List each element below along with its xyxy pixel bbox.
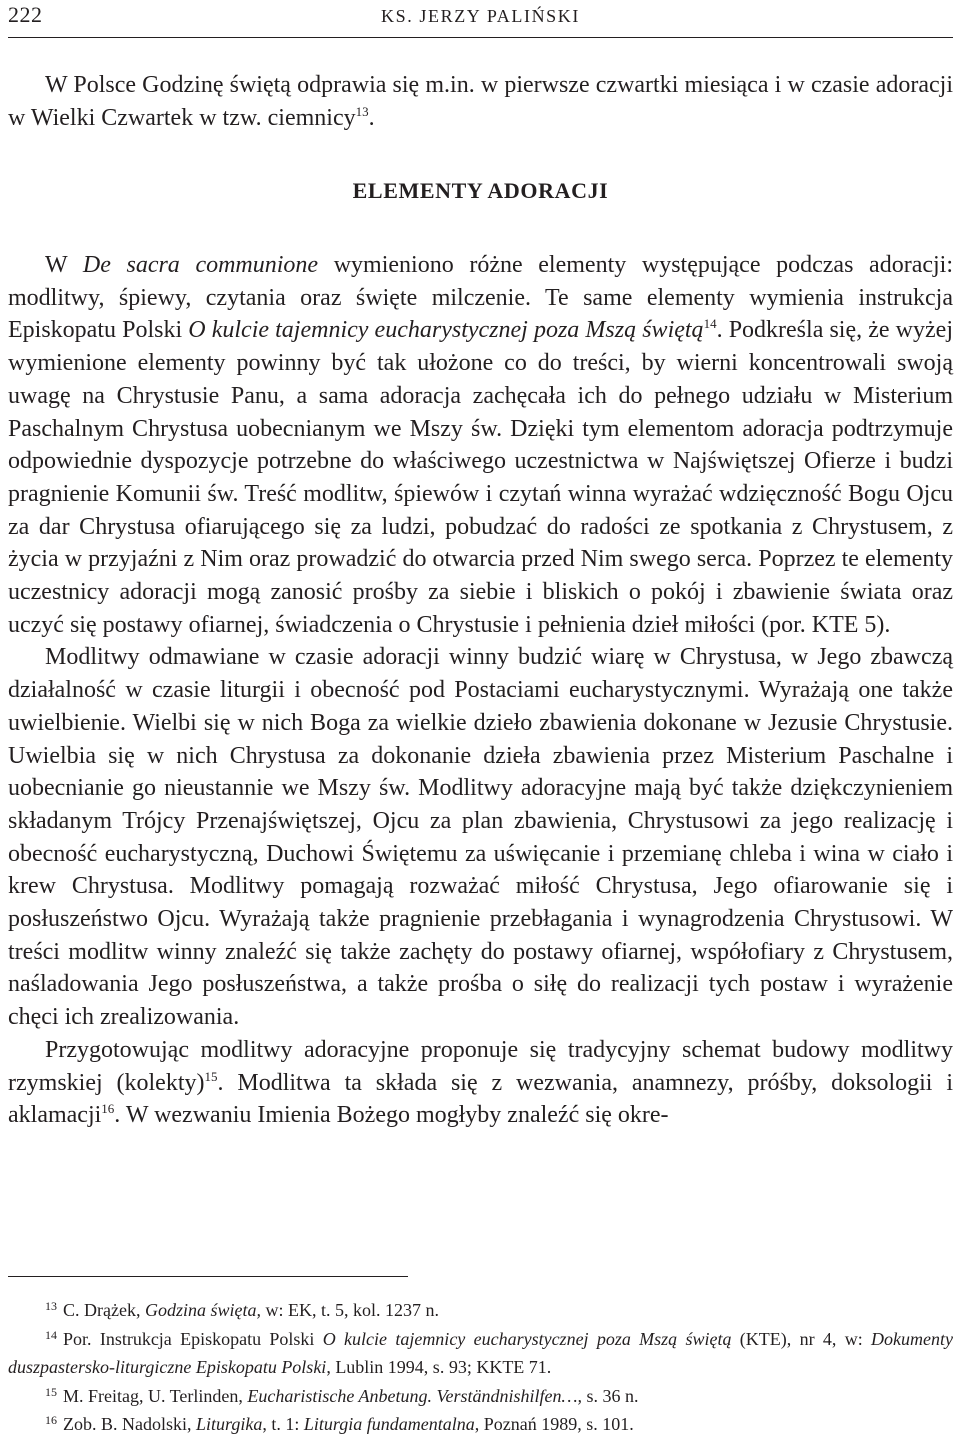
intro-end: . (368, 104, 375, 131)
footnote-ref-15[interactable]: 15 (204, 1068, 218, 1084)
footnote-italic: Dokumenty duszpastersko-liturgiczne Episkopatu Polski (8, 1328, 953, 1378)
section-heading: ELEMENTY ADORACJI (352, 178, 609, 203)
footnote-number: 14 (45, 1327, 57, 1342)
text-span: wymieniono różne elementy występujące podczas adoracji: modlitwy, śpiewy, czytania oraz święte milczenie. Te same elementy wymienia instrukcja Episkopatu Polski (8, 252, 954, 344)
page-number: 222 (8, 2, 43, 27)
text-span: . W wezwaniu Imienia Bożego mogłyby znaleźć się okre- (114, 1102, 669, 1129)
footnote-number: 16 (45, 1413, 57, 1428)
footnote-italic: O kulcie tajemnicy eucharystycznej poza Mszą świętą (322, 1328, 732, 1349)
running-head: KS. JERZY PALIŃSKI (381, 6, 580, 26)
document-page (8, 0, 953, 1435)
paragraph-kolekta (8, 1034, 953, 1132)
footnote-number: 15 (45, 1384, 57, 1399)
footnote-text: Zob. B. Nadolski, (63, 1414, 196, 1435)
text-span: . Podkreśla się, że wyżej wymienione elementy powinny być tak ułożone co do treści, by wierni koncentrowali swoją uwagę na Chrystusie Panu, a sama adoracja zachęcała ich do pełnego udziału w Misterium Paschalnym Chrystusa uobecnianym we Mszy św. Dzięki tym elementom adoracja podtrzymuje odpowiednie dyspozycje potrzebne do właściwego uczestnictwa w Najświętszej Ofierze i budzi pragnienie Komunii św. Treść modlitw, śpiewów i czytań winna wyrażać wdzięczność Bogu Ojcu za dar Chrystusa ofiarującego się za ludzi, pobudzać do radości ze spotkania z Chrystusem, z życia w przyjaźni z Nim oraz prowadzić do otwarcia przed Nim swego serca. Poprzez te elementy uczestnicy adoracji mogą zanosić prośby za siebie i bliskich o pokój i zbawienie świata oraz uczyć się postawy ofiarnej, świadczenia o Chrystusie i pełnienia dzieł miłości (por. KTE 5). (8, 317, 953, 638)
footnote-14 (8, 1325, 953, 1382)
footnote-rule (8, 1276, 408, 1277)
footnote-text: s. 36 n. (582, 1385, 639, 1406)
footnote-text: M. Freitag, U. Terlinden, (63, 1385, 248, 1406)
footnote-text: , t. 1: (262, 1414, 304, 1435)
intro-text-span: W Polsce Godzinę świętą odprawia się m.in. w pierwsze czwartki miesiąca i w czasie adoracji w Wielki Czwartek w tzw. ciemnicy (8, 72, 953, 131)
page-header (8, 0, 953, 36)
text-span: W (45, 252, 83, 278)
text-span: Przygotowując modlitwy adoracyjne proponuje się tradycyjny schemat budowy modlitwy rzymskiej (kolekty) (8, 1036, 953, 1096)
intro-text (8, 69, 953, 134)
footnote-ref-16[interactable]: 16 (101, 1101, 115, 1117)
paragraph-elements (8, 249, 953, 641)
text-span: . Modlitwa ta składa się z wezwania, anamnezy, próśby, doksologii i aklamacji (8, 1069, 953, 1129)
footnote-italic: Godzina święta, (144, 1300, 261, 1320)
main-text (8, 249, 953, 1132)
footnote-text: , Poznań 1989, s. 101. (474, 1414, 634, 1435)
footnote-text: w: EK, t. 5, kol. 1237 n. (260, 1300, 439, 1320)
title-instrukcja: O kulcie tajemnicy eucharystycznej poza Mszą świętą (188, 317, 704, 344)
footnote-text: , Lublin 1994, s. 93; KKTE 71. (326, 1357, 552, 1378)
footnote-15 (8, 1382, 953, 1411)
paragraph-modlitwy: Modlitwy odmawiane w czasie adoracji winny budzić wiarę w Chrystusa, w Jego zbawczą działalność w czasie liturgii i obecność pod Postaciami eucharystycznymi. Wyrażają one także uwielbienie. Wielbi się w nich Boga za wielkie dzieło zbawienia dokonane w Jezusie Chrystusie. Uwielbia się w nich Chrystusa za dokonanie dzieła zbawienia przez Misterium Paschalne i uobecnianie go nieustannie we Mszy św. Modlitwy adoracyjne mają być także dziękczynieniem składanym Trójcy Przenajświętszej, Ojcu za plan zbawienia, Chrystusowi za jego realizację i obecność eucharystyczną, Duchowi Świętemu za uświęcanie i przemianę chleba i wina w ciało i krew Chrystusa. Modlitwy pomagają rozważać miłość Chrystusa, Jego ofiarowanie się i posłuszeństwo Ojcu. Wyrażają także pragnienie przebłagania i wynagrodzenia Chrystusowi. W treści modlitw winny znaleźć się także zachęty do postawy ofiarnej, współofiary z Chrystusem, naśladowania Jego posłuszeństwa, a także prośba o siłę do realizacji tych postaw i wyrażenie chęci ich zrealizowania. (8, 644, 953, 1031)
footnote-italic: Liturgia fundamentalna (303, 1414, 475, 1435)
footnote-ref-13[interactable]: 13 (355, 103, 369, 119)
footnotes (8, 1296, 953, 1439)
footnote-text: (KTE), nr 4, w: (731, 1328, 872, 1349)
footnote-number: 13 (45, 1299, 57, 1313)
footnote-13 (8, 1296, 953, 1325)
footnote-text: C. Drążek, (63, 1300, 145, 1320)
intro-paragraph (8, 69, 953, 134)
footnote-ref-14[interactable]: 14 (703, 316, 717, 332)
footnote-text: Por. Instrukcja Episkopatu Polski (63, 1328, 323, 1349)
footnote-italic: Eucharistische Anbetung. Verständnishilfen…, (247, 1385, 583, 1406)
footnote-italic: Liturgika (196, 1414, 263, 1435)
header-rule (8, 37, 953, 38)
title-de-sacra-communione: De sacra communione (82, 252, 319, 278)
